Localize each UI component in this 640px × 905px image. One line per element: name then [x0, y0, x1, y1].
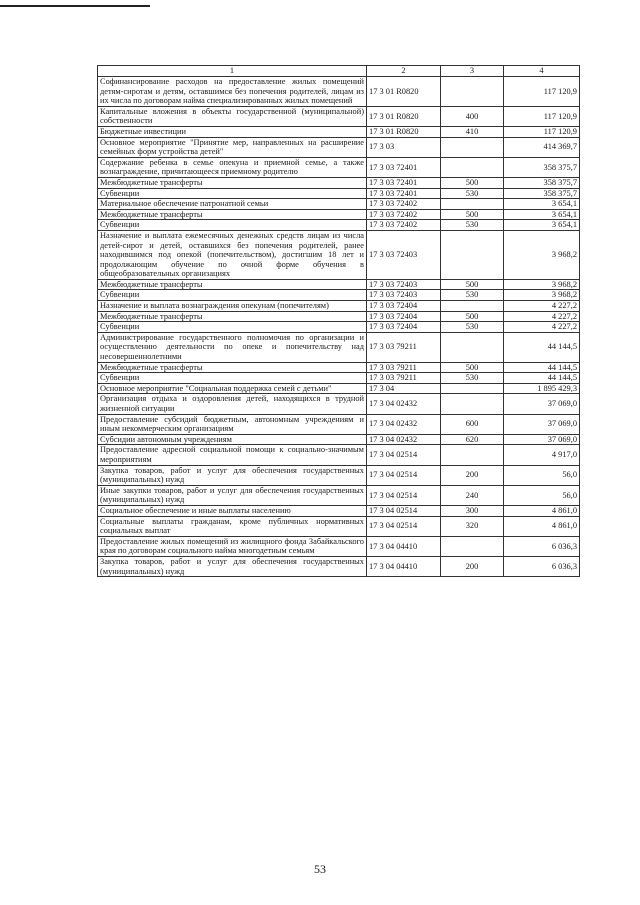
row-type: 500: [441, 209, 504, 220]
header-col-4: 4: [504, 66, 580, 77]
table-row: [98, 311, 580, 322]
row-amount: 6 036,3: [504, 556, 580, 576]
row-code: 17 3 01 R0820: [367, 106, 441, 126]
row-amount: 358 375,7: [504, 177, 580, 188]
row-code: 17 3 03: [367, 137, 441, 157]
row-type: 500: [441, 279, 504, 290]
row-amount: 358 375,7: [504, 157, 580, 177]
table-row: [98, 465, 580, 485]
row-amount: 4 227,2: [504, 301, 580, 312]
row-amount: 4 227,2: [504, 311, 580, 322]
row-type: 200: [441, 465, 504, 485]
row-code: 17 3 01 R0820: [367, 126, 441, 137]
table-row: [98, 77, 580, 107]
row-name: Софинансирование расходов на предоставление жилых помещений детям-сиротам и детям, оставшимся без попечения родителей, лицам из их числа по договорам найма специализированных жилых помещений: [98, 77, 367, 107]
row-code: 17 3 03 79211: [367, 332, 441, 362]
row-amount: 44 144,5: [504, 373, 580, 384]
row-type: [441, 332, 504, 362]
row-name: Организация отдыха и оздоровления детей, находящихся в трудной жизненной ситуации: [98, 394, 367, 414]
row-type: [441, 137, 504, 157]
row-code: 17 3 03 79211: [367, 373, 441, 384]
row-name: Предоставление жилых помещений из жилищного фонда Забайкальского края по договорам социального найма многодетным семьям: [98, 536, 367, 556]
row-name: Назначение и выплата ежемесячных денежных средств лицам из числа детей-сирот и детей, оставшихся без попечения родителей, ранее находившимся под опекой (попечительством), достигшим 18 лет и продолжающим обучение по очной форме обучения в общеобразовательных организациях: [98, 230, 367, 279]
table-row: [98, 301, 580, 312]
row-name: Иные закупки товаров, работ и услуг для обеспечения государственных (муниципальных) нужд: [98, 485, 367, 505]
row-code: 17 3 03 72401: [367, 188, 441, 199]
table-row: [98, 373, 580, 384]
row-type: 500: [441, 311, 504, 322]
row-amount: 117 120,9: [504, 77, 580, 107]
row-type: 300: [441, 505, 504, 516]
row-code: 17 3 03 72404: [367, 301, 441, 312]
table-row: [98, 516, 580, 536]
row-code: 17 3 04 02432: [367, 434, 441, 445]
table-row: [98, 485, 580, 505]
table-row: [98, 220, 580, 231]
row-type: [441, 383, 504, 394]
row-type: 400: [441, 106, 504, 126]
row-name: Предоставление субсидий бюджетным, автономным учреждениям и иным некоммерческим организациям: [98, 414, 367, 434]
row-amount: 3 654,1: [504, 209, 580, 220]
table-row: [98, 230, 580, 279]
row-code: 17 3 03 79211: [367, 362, 441, 373]
table-row: [98, 556, 580, 576]
row-code: 17 3 04 02514: [367, 516, 441, 536]
table-row: [98, 536, 580, 556]
row-type: [441, 230, 504, 279]
row-name: Закупка товаров, работ и услуг для обеспечения государственных (муниципальных) нужд: [98, 556, 367, 576]
row-code: 17 3 03 72402: [367, 220, 441, 231]
row-name: Межбюджетные трансферты: [98, 311, 367, 322]
table-row: [98, 126, 580, 137]
row-name: Субсидии автономным учреждениям: [98, 434, 367, 445]
row-amount: 3 968,2: [504, 279, 580, 290]
row-code: 17 3 03 72403: [367, 290, 441, 301]
row-name: Предоставление адресной социальной помощи к социально-значимым мероприятиям: [98, 445, 367, 465]
table-row: [98, 188, 580, 199]
row-amount: 1 895 429,3: [504, 383, 580, 394]
row-name: Межбюджетные трансферты: [98, 209, 367, 220]
page-number: 53: [314, 862, 326, 876]
row-type: [441, 301, 504, 312]
row-amount: 4 861,0: [504, 516, 580, 536]
table-row: [98, 106, 580, 126]
row-type: 530: [441, 220, 504, 231]
row-amount: 3 654,1: [504, 220, 580, 231]
row-amount: 4 917,0: [504, 445, 580, 465]
row-type: 530: [441, 290, 504, 301]
row-amount: 37 069,0: [504, 434, 580, 445]
row-code: 17 3 04 02514: [367, 505, 441, 516]
header-col-3: 3: [441, 66, 504, 77]
row-type: 620: [441, 434, 504, 445]
row-amount: 4 861,0: [504, 505, 580, 516]
row-name: Субвенции: [98, 188, 367, 199]
row-type: 240: [441, 485, 504, 505]
row-code: 17 3 03 72403: [367, 279, 441, 290]
row-code: 17 3 03 72401: [367, 177, 441, 188]
row-name: Содержание ребенка в семье опекуна и приемной семье, а также вознаграждение, причитающееся приемному родителю: [98, 157, 367, 177]
table-row: [98, 394, 580, 414]
table-row: [98, 137, 580, 157]
table-row: [98, 414, 580, 434]
row-amount: 358 375,7: [504, 188, 580, 199]
row-type: 500: [441, 362, 504, 373]
table-row: [98, 209, 580, 220]
table-row: [98, 362, 580, 373]
row-code: 17 3 04 02432: [367, 414, 441, 434]
row-amount: 4 227,2: [504, 322, 580, 333]
table-row: [98, 290, 580, 301]
row-name: Администрирование государственного полномочия по организации и осуществлению деятельности по опеке и попечительству над несовершеннолетними: [98, 332, 367, 362]
row-type: 410: [441, 126, 504, 137]
row-name: Капитальные вложения в объекты государственной (муниципальной) собственности: [98, 106, 367, 126]
header-col-1: 1: [98, 66, 367, 77]
table-row: [98, 157, 580, 177]
row-type: 530: [441, 373, 504, 384]
row-code: 17 3 04 04410: [367, 536, 441, 556]
row-name: Субвенции: [98, 220, 367, 231]
row-name: Закупка товаров, работ и услуг для обеспечения государственных (муниципальных) нужд: [98, 465, 367, 485]
row-code: 17 3 01 R0820: [367, 77, 441, 107]
corner-rule: [0, 5, 150, 7]
row-amount: 117 120,9: [504, 126, 580, 137]
row-amount: 3 968,2: [504, 230, 580, 279]
row-type: 600: [441, 414, 504, 434]
row-type: [441, 536, 504, 556]
row-amount: 56,0: [504, 485, 580, 505]
row-amount: 37 069,0: [504, 414, 580, 434]
row-amount: 3 968,2: [504, 290, 580, 301]
row-code: 17 3 04 04410: [367, 556, 441, 576]
row-type: 200: [441, 556, 504, 576]
budget-table: [97, 65, 580, 577]
row-name: Межбюджетные трансферты: [98, 362, 367, 373]
row-code: 17 3 04 02514: [367, 485, 441, 505]
row-type: [441, 394, 504, 414]
row-name: Межбюджетные трансферты: [98, 177, 367, 188]
row-code: 17 3 03 72403: [367, 230, 441, 279]
row-name: Субвенции: [98, 290, 367, 301]
row-name: Социальные выплаты гражданам, кроме публичных нормативных социальных выплат: [98, 516, 367, 536]
table-row: [98, 322, 580, 333]
row-name: Основное мероприятие "Принятие мер, направленных на расширение семейных форм устройства детей": [98, 137, 367, 157]
row-code: 17 3 03 72402: [367, 209, 441, 220]
row-name: Назначение и выплата вознаграждения опекунам (попечителям): [98, 301, 367, 312]
row-code: 17 3 03 72404: [367, 322, 441, 333]
row-amount: 117 120,9: [504, 106, 580, 126]
row-type: 500: [441, 177, 504, 188]
header-col-2: 2: [367, 66, 441, 77]
row-name: Субвенции: [98, 322, 367, 333]
row-type: [441, 157, 504, 177]
row-code: 17 3 04 02514: [367, 465, 441, 485]
row-amount: 3 654,1: [504, 199, 580, 210]
row-code: 17 3 04 02432: [367, 394, 441, 414]
row-name: Материальное обеспечение патронатной семьи: [98, 199, 367, 210]
row-amount: 44 144,5: [504, 362, 580, 373]
row-name: Межбюджетные трансферты: [98, 279, 367, 290]
row-code: 17 3 03 72404: [367, 311, 441, 322]
row-code: 17 3 04 02514: [367, 445, 441, 465]
row-amount: 414 369,7: [504, 137, 580, 157]
row-name: Социальное обеспечение и иные выплаты населению: [98, 505, 367, 516]
table-row: [98, 383, 580, 394]
row-code: 17 3 03 72402: [367, 199, 441, 210]
row-amount: 44 144,5: [504, 332, 580, 362]
table-row: [98, 434, 580, 445]
table-row: [98, 177, 580, 188]
row-amount: 37 069,0: [504, 394, 580, 414]
row-code: 17 3 03 72401: [367, 157, 441, 177]
row-type: 530: [441, 322, 504, 333]
row-code: 17 3 04: [367, 383, 441, 394]
table-header-row: [98, 66, 580, 77]
row-type: [441, 445, 504, 465]
row-name: Основное мероприятие "Социальная поддержка семей с детьми": [98, 383, 367, 394]
row-amount: 56,0: [504, 465, 580, 485]
row-name: Субвенции: [98, 373, 367, 384]
table-row: [98, 199, 580, 210]
row-type: [441, 77, 504, 107]
row-amount: 6 036,3: [504, 536, 580, 556]
row-type: [441, 199, 504, 210]
row-name: Бюджетные инвестиции: [98, 126, 367, 137]
table-row: [98, 445, 580, 465]
row-type: 530: [441, 188, 504, 199]
table-row: [98, 279, 580, 290]
table-row: [98, 505, 580, 516]
table-row: [98, 332, 580, 362]
row-type: 320: [441, 516, 504, 536]
